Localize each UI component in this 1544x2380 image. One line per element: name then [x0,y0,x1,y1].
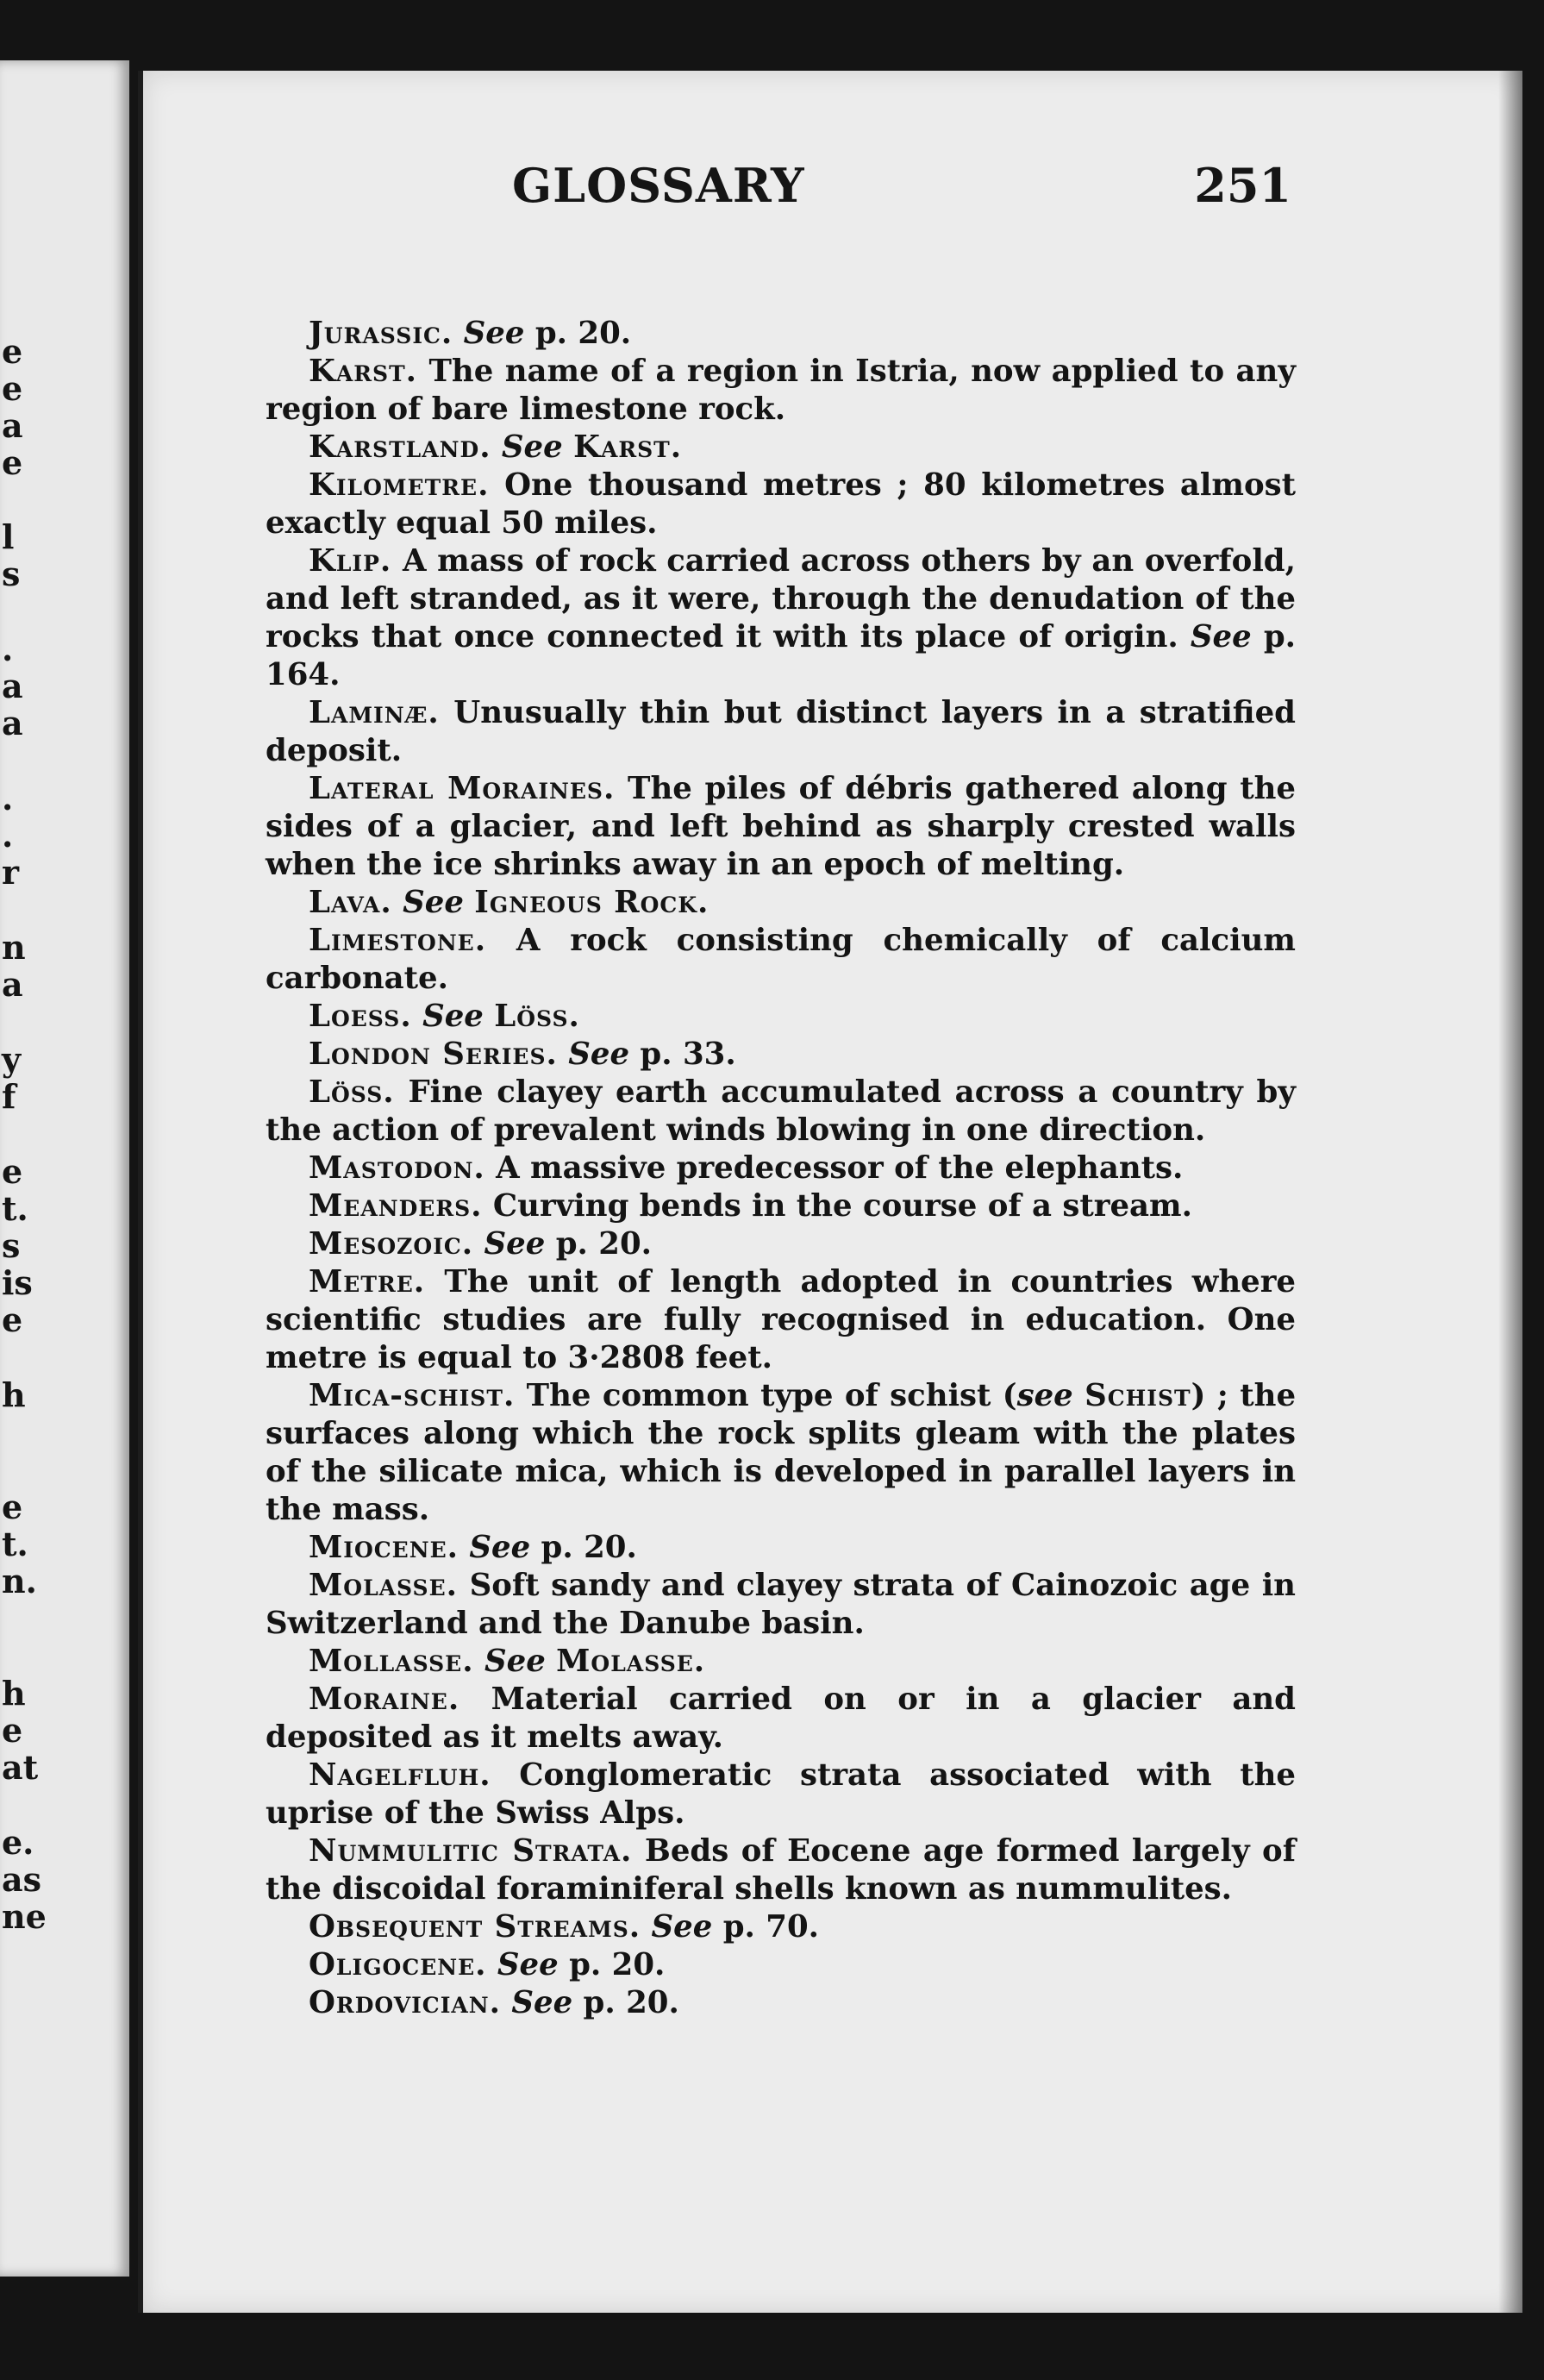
page-gutter-shadow [1498,71,1522,2313]
see-reference-target: p. 20. [534,316,632,351]
glossary-definition: A mass of rock carried across others by an overfold, and left stranded, as it were, through the denudation of the rocks that once connected it with its place of origin. [266,543,1296,654]
fragment-glyph: e [2,1152,23,1191]
fragment-glyph: e [2,443,23,482]
fragment-glyph: f [2,1077,16,1116]
glossary-entry [266,1681,1296,1757]
see-reference-target: p. 33. [640,1037,736,1072]
see-reference-label: See [511,1985,573,2020]
glossary-term: Löss. [309,1074,395,1110]
glossary-term: Lateral Moraines. [309,771,616,806]
glossary-entry [266,1643,1296,1681]
glossary-entry [266,1074,1296,1149]
glossary-definition: The common type of schist ( [526,1378,1017,1413]
glossary-entry [266,1377,1296,1529]
see-reference-label: See [463,316,525,351]
glossary-term: Moraine. [309,1682,460,1717]
glossary-entry [266,353,1296,429]
fragment-glyph: ne [2,1897,47,1936]
fragment-glyph: h [2,1375,26,1414]
see-reference-label: See [403,885,464,920]
glossary-entry [266,884,1296,922]
glossary-term: Metre. [309,1264,426,1300]
previous-page-edge [0,60,129,2277]
glossary-definition: Beds of Eocene age formed largely of the discoidal foraminiferal shells known as nummulites. [266,1833,1297,1907]
glossary-term: Mesozoic. [309,1226,474,1262]
fragment-glyph: . [2,816,14,855]
see-reference-label: See [484,1226,546,1262]
glossary-entry [266,1529,1296,1567]
glossary-entry [266,1149,1296,1187]
glossary-entry [266,1225,1296,1263]
fragment-glyph: s [2,554,21,593]
see-reference-target: Igneous Rock. [474,885,709,920]
see-reference-label: See [497,1947,559,1982]
fragment-glyph: e [2,1488,23,1526]
glossary-entries [266,315,1296,2022]
fragment-glyph: a [2,965,23,1004]
see-reference-target: p. 70. [722,1909,820,1945]
see-reference-target: p. 20. [555,1226,653,1262]
fragment-glyph: . [2,629,14,668]
see-reference-label: See [484,1644,546,1679]
fragment-glyph: e [2,1300,23,1339]
glossary-term: Kilometre. [309,467,490,503]
glossary-definition: Soft sandy and clayey strata of Cainozoic age in Switzerland and the Danube basin. [266,1568,1296,1641]
fragment-glyph: h [2,1674,26,1713]
see-reference-label: See [568,1037,630,1072]
glossary-definition: Material carried on or in a glacier and deposited as it melts away. [266,1682,1297,1755]
glossary-definition: Conglomeratic strata associated with the uprise of the Swiss Alps. [266,1757,1297,1831]
glossary-term: Loess. [309,999,412,1034]
glossary-entry [266,1984,1296,2022]
glossary-term: Nagelfluh. [309,1757,491,1793]
running-title: GLOSSARY [512,158,805,213]
fragment-glyph: . [2,779,14,817]
see-reference-label: See [422,999,484,1034]
fragment-glyph: a [2,667,23,705]
glossary-definition: Unusually thin but distinct layers in a stratified deposit. [266,695,1296,768]
see-reference-target: p. 20. [569,1947,666,1982]
glossary-term: Lava. [309,885,392,920]
see-reference-target: Löss. [494,999,580,1034]
fragment-glyph: a [2,406,23,445]
fragment-glyph: e [2,332,23,371]
fragment-glyph: l [2,517,15,556]
glossary-term: London Series. [309,1037,558,1072]
glossary-term: Laminæ. [309,695,440,730]
see-reference-target: Schist [1085,1378,1191,1413]
see-reference-target: Karst. [573,429,683,465]
fragment-glyph: e [2,369,23,408]
see-reference-label: See [1190,619,1252,654]
glossary-term: Nummulitic Strata. [309,1833,633,1869]
glossary-definition: The name of a region in Istria, now applied to any region of bare limestone rock. [266,354,1296,427]
fragment-glyph: r [2,853,20,892]
fragment-glyph: t. [2,1189,28,1228]
see-reference-label: See [651,1909,713,1945]
page-number: 251 [1194,158,1291,213]
see-reference-target: p. 164. [266,619,1296,692]
glossary-term: Limestone. [309,923,487,958]
fragment-glyph: at [2,1748,39,1787]
fragment-glyph: s [2,1226,21,1265]
fragment-glyph: e [2,1711,23,1750]
fragment-glyph: n [2,928,26,967]
see-reference-target: p. 20. [541,1530,637,1565]
page-header [167,151,1291,229]
glossary-term: Meanders. [309,1188,483,1224]
glossary-term: Karst. [309,354,418,389]
glossary-term: Mastodon. [309,1150,485,1186]
previous-page-text-fragments [0,60,47,2277]
glossary-entry [266,1567,1296,1643]
glossary-term: Karstland. [309,429,491,465]
glossary-term: Mollasse. [309,1644,474,1679]
glossary-entry [266,1263,1296,1377]
glossary-entry [266,1832,1296,1908]
glossary-term: Molasse. [309,1568,459,1603]
glossary-definition: A massive predecessor of the elephants. [496,1150,1184,1186]
see-reference-label: See [501,429,563,465]
see-reference-label: see [1016,1378,1073,1413]
see-reference-target: Molasse. [556,1644,706,1679]
fragment-glyph: n. [2,1562,37,1600]
glossary-term: Ordovician. [309,1985,502,2020]
glossary-entry [266,770,1296,884]
glossary-definition: One thousand metres ; 80 kilometres almost exactly equal 50 miles. [266,467,1297,541]
definition-continuation: ) ; the surfaces along which the rock splits gleam with the plates of the silicate mica, which is developed in parallel layers in the mass. [266,1378,1297,1527]
glossary-entry [266,1946,1296,1984]
fragment-glyph: y [2,1040,22,1079]
see-reference-label: See [469,1530,531,1565]
glossary-term: Miocene. [309,1530,459,1565]
fragment-glyph: is [2,1263,33,1302]
glossary-definition: Curving bends in the course of a stream. [492,1188,1192,1224]
glossary-term: Oligocene. [309,1947,487,1982]
fragment-glyph: t. [2,1525,28,1563]
glossary-term: Jurassic. [309,316,453,351]
glossary-entry [266,1036,1296,1074]
glossary-term: Obsequent Streams. [309,1909,641,1945]
glossary-entry [266,1908,1296,1946]
glossary-entry [266,1757,1296,1832]
glossary-entry [266,315,1296,353]
glossary-term: Klip. [309,543,392,579]
fragment-glyph: a [2,704,23,742]
glossary-entry [266,694,1296,770]
glossary-entry [266,1187,1296,1225]
glossary-term: Mica-schist. [309,1378,516,1413]
fragment-glyph: e. [2,1823,34,1862]
glossary-definition: The piles of débris gathered along the sides of a glacier, and left behind as sharply crested walls when the ice shrinks away in an epoch of melting. [266,771,1297,882]
glossary-entry [266,467,1296,542]
glossary-definition: Fine clayey earth accumulated across a country by the action of prevalent winds blowing in one direction. [266,1074,1297,1148]
glossary-definition: A rock consisting chemically of calcium carbonate. [266,923,1296,996]
glossary-definition: The unit of length adopted in countries where scientific studies are fully recognised in education. One metre is equal to 3·2808 feet. [266,1264,1296,1375]
glossary-entry [266,922,1296,998]
glossary-entry [266,542,1296,694]
glossary-entry [266,998,1296,1036]
glossary-entry [266,429,1296,467]
fragment-glyph: as [2,1860,42,1899]
see-reference-target: p. 20. [583,1985,679,2020]
